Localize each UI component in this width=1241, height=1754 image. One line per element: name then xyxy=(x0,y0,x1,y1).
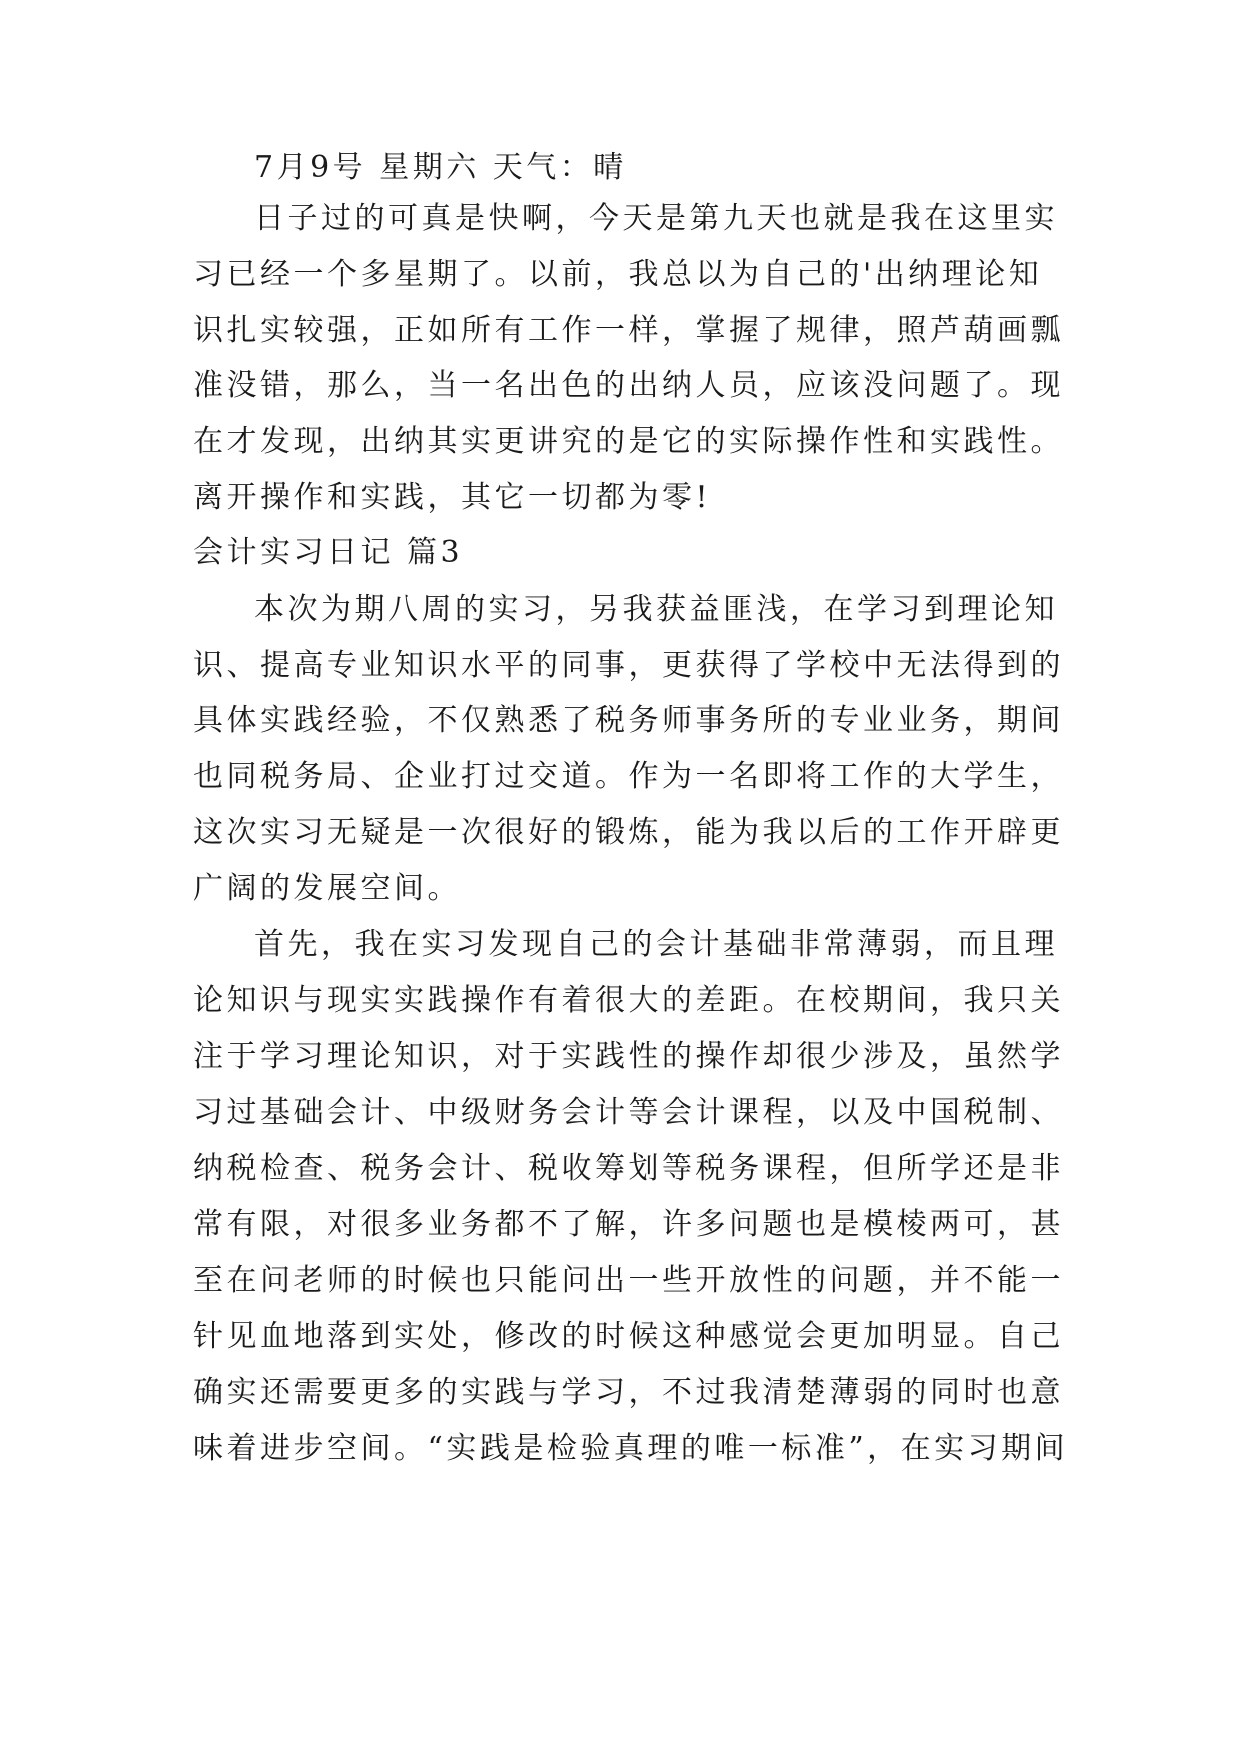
paragraph-line: 本次为期八周的实习，另我获益匪浅，在学习到理论知 xyxy=(254,592,1058,627)
paragraph-line: 习已经一个多星期了。以前，我总以为自己的'出纳理论知 xyxy=(193,257,1043,292)
paragraph-line: 针见血地落到实处，修改的时候这种感觉会更加明显。自己 xyxy=(193,1319,1064,1354)
paragraph-line: 这次实习无疑是一次很好的锻炼，能为我以后的工作开辟更 xyxy=(193,815,1064,850)
paragraph-line: 具体实践经验，不仅熟悉了税务师事务所的专业业务，期间 xyxy=(193,703,1064,738)
paragraph-line: 味着进步空间。“实践是检验真理的唯一标准”，在实习期间 xyxy=(193,1431,1069,1466)
paragraph-line: 广阔的发展空间。 xyxy=(193,871,461,906)
paragraph-line: 在才发现，出纳其实更讲究的是它的实际操作性和实践性。 xyxy=(193,424,1064,459)
paragraph-line: 注于学习理论知识，对于实践性的操作却很少涉及，虽然学 xyxy=(193,1039,1064,1074)
paragraph-line: 纳税检查、税务会计、税收筹划等税务课程，但所学还是非 xyxy=(193,1151,1064,1186)
paragraph-line: 离开操作和实践，其它一切都为零! xyxy=(193,480,712,515)
paragraph-line: 确实还需要更多的实践与学习，不过我清楚薄弱的同时也意 xyxy=(193,1375,1064,1410)
paragraph-line: 识扎实较强，正如所有工作一样，掌握了规律，照芦葫画瓢 xyxy=(193,313,1064,348)
paragraph-line: 准没错，那么，当一名出色的出纳人员，应该没问题了。现 xyxy=(193,368,1064,403)
paragraph-line: 识、提高专业知识水平的同事，更获得了学校中无法得到的 xyxy=(193,648,1064,683)
paragraph-line: 习过基础会计、中级财务会计等会计课程，以及中国税制、 xyxy=(193,1095,1064,1130)
paragraph-line: 常有限，对很多业务都不了解，许多问题也是模棱两可，甚 xyxy=(193,1207,1064,1242)
paragraph-line: 首先，我在实习发现自己的会计基础非常薄弱，而且理 xyxy=(254,927,1058,962)
diary-date-line: 7月9号 星期六 天气：晴 xyxy=(254,150,627,185)
paragraph-line: 也同税务局、企业打过交道。作为一名即将工作的大学生， xyxy=(193,759,1064,794)
paragraph-line: 至在问老师的时候也只能问出一些开放性的问题，并不能一 xyxy=(193,1263,1064,1298)
paragraph-line: 日子过的可真是快啊，今天是第九天也就是我在这里实 xyxy=(254,201,1058,236)
paragraph-line: 论知识与现实实践操作有着很大的差距。在校期间，我只关 xyxy=(193,983,1064,1018)
section-heading: 会计实习日记 篇3 xyxy=(193,535,464,570)
